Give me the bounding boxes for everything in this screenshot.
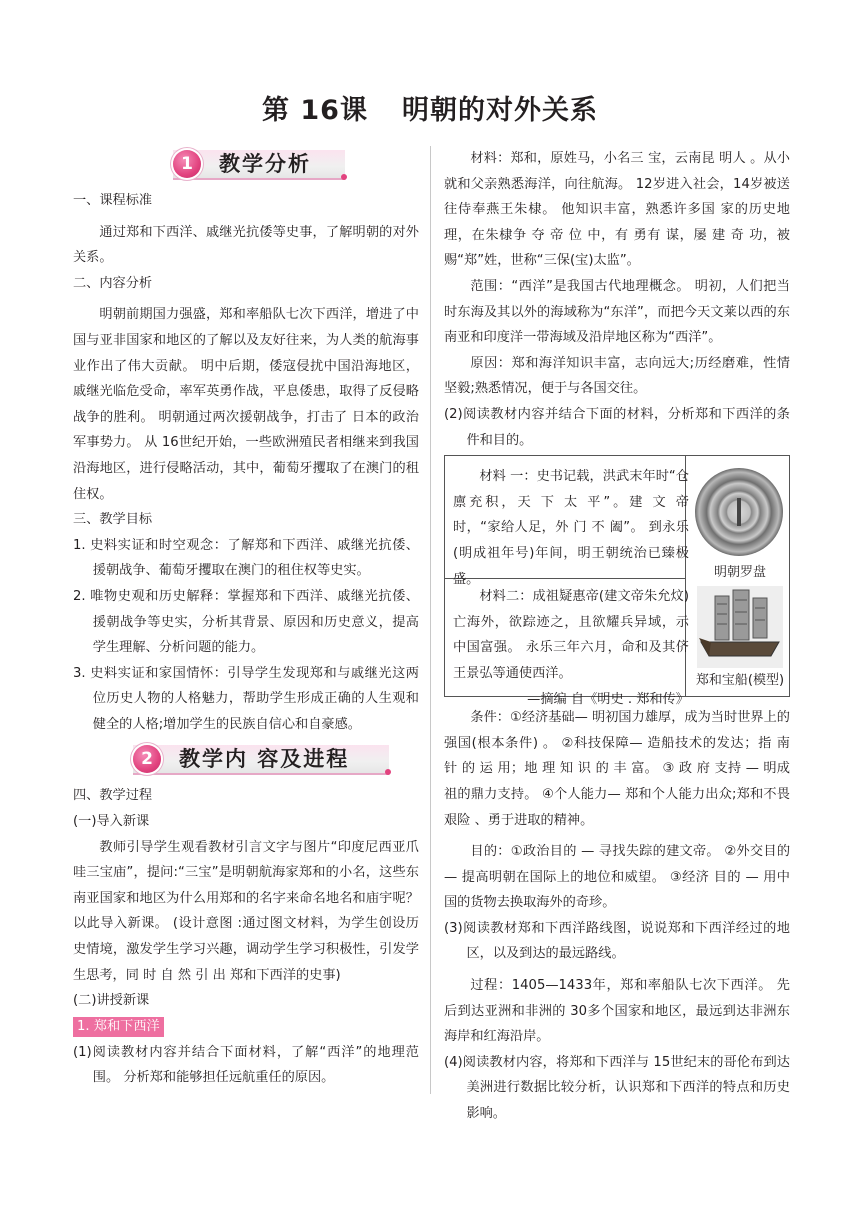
section-banner-teaching-process	[73, 741, 419, 777]
material-1: 材料 一：史书记载，洪武末年时“仓廪充积，天 下 太 平”。建 文 帝 时，“家给人足，外 门 不 阖”。 到永乐(明成祖年号)年间，明王朝统治已臻极盛。	[453, 469, 689, 587]
right-column	[444, 146, 790, 1127]
section-number-badge: 1	[173, 150, 201, 178]
question-1: (1)阅读教材内容并结合下面材料，了解“西洋”的地理范围。 分析郑和能够担任远航重任的原因。	[73, 1044, 419, 1086]
paragraph-purposes: 目的：①政治目的 — 寻找失踪的建文帝。 ②外交目的 — 提高明朝在国际上的地位和威望。 ③经济 目的 — 用中国的货物去换取海外的奇珍。	[444, 844, 790, 911]
page-title	[0, 88, 860, 127]
material-2-source: —摘编 自《明史 . 郑和传》	[527, 691, 689, 707]
section-title: 教学分析	[219, 152, 311, 176]
question-4: (4)阅读教材内容，将郑和下西洋与 15世纪末的哥伦布到达美洲进行数据比较分析，认识郑和下西洋的特点和历史影响。	[444, 1054, 790, 1122]
lesson-number: 第 16课	[262, 95, 368, 126]
topic-tag-zheng-he: 1. 郑和下西洋	[73, 1017, 164, 1037]
goal-item-1: 1. 史料实证和时空观念：了解郑和下西洋、戚继光抗倭、援朝战争、葡萄牙攫取在澳门的租住权等史实。	[73, 537, 419, 579]
paragraph-content-analysis: 明朝前期国力强盛，郑和率船队七次下西洋，增进了中国与亚非国家和地区的了解以及友好往来，为人类的航海事业作出了伟大贡献。 明中后期，倭寇侵扰中国沿海地区，戚继光临危受命，率军英勇作战，平息倭患，取得了反侵略战争的胜利。 明朝通过两次援朝战争，打击了 日本的政治军事势力。 从 16世纪开始，一些欧洲殖民者相继来到我国沿海地区，进行侵略活动，其中，葡萄牙攫取了在澳门的租住权。	[73, 307, 419, 502]
section-banner-teaching-analysis	[73, 146, 419, 182]
material-box	[444, 455, 790, 707]
banner-dot	[341, 174, 347, 180]
material-2-text: 材料二：成祖疑惠帝(建文帝朱允炆)亡海外，欲踪迹之，且欲耀兵异域，示中国富强。 永乐三年六月，命和及其侪王景弘等通使西洋。	[453, 589, 689, 681]
paragraph-curriculum-standard: 通过郑和下西洋、戚继光抗倭等史事，了解明朝的对外关系。	[73, 224, 419, 266]
heading-content-analysis: 二、内容分析	[73, 275, 153, 291]
caption-treasure-ship: 郑和宝船(模型)	[695, 673, 785, 689]
lesson-name: 明朝的对外关系	[401, 95, 598, 126]
question-3: (3)阅读教材郑和下西洋路线图，说说郑和下西洋经过的地区，以及到达的最远路线。	[444, 920, 790, 962]
paragraph-scope-xiyang: 范围：“西洋”是我国古代地理概念。 明初，人们把当时东海及其以外的海域称为“东洋”，而把今天文莱以西的东南亚和印度洋一带海域及沿岸地区称为“西洋”。	[444, 278, 790, 346]
section-title: 教学内 容及进程	[179, 747, 350, 772]
heading-teaching-process: 四、教学过程	[73, 788, 153, 804]
heading-curriculum-standard: 一、课程标准	[73, 193, 153, 208]
banner-dot	[385, 769, 391, 775]
heading-introduction: (一)导入新课	[73, 814, 150, 830]
heading-new-lesson: (二)讲授新课	[73, 993, 150, 1009]
section-number-badge: 2	[133, 745, 161, 773]
column-divider	[430, 146, 431, 1094]
material-2	[453, 584, 689, 712]
paragraph-introduction: 教师引导学生观看教材引言文字与图片“印度尼西亚爪哇三宝庙”，提问:“三宝”是明朝航海家郑和的小名，这些东南亚国家和地区为什么用郑和的名字来命名地名和庙宇呢？ 以此导入新课。 (设计意图 :通过图文材料，为学生创设历史情境，激发学生学习兴趣，调动学生学习积极性，引发学生思考，同 时 自 然 引 出 郑和下西洋的史事)	[73, 839, 419, 983]
question-2: (2)阅读教材内容并结合下面的材料，分析郑和下西洋的条件和目的。	[444, 406, 790, 448]
paragraph-process: 过程：1405—1433年，郑和率船队七次下西洋。 先后到达亚洲和非洲的 30多个国家和地区，最远到达非洲东海岸和红海沿岸。	[444, 978, 790, 1045]
paragraph-conditions: 条件：①经济基础— 明初国力雄厚，成为当时世界上的强国(根本条件) 。 ②科技保障— 造船技术的发达；指 南 针 的 运 用；地 理 知 识 的 丰 富。 ③ 政 府 支持 — 明成祖的鼎力支持。 ④个人能力— 郑和个人能力出众;郑和不畏艰险 、勇于进取的精神。	[444, 710, 790, 828]
ming-compass-image	[695, 468, 783, 556]
compass-needle	[737, 498, 741, 526]
paragraph-reason: 原因：郑和海洋知识丰富，志向远大;历经磨难，性情坚毅;熟悉情况，便于与各国交往。	[444, 355, 790, 397]
goal-item-3: 3. 史料实证和家国情怀：引导学生发现郑和与戚继光这两位历史人物的人格魅力，帮助学生形成正确的人生观和健全的人格;增加学生的民族自信心和自豪感。	[73, 665, 419, 732]
left-column	[73, 146, 419, 1091]
paragraph-material-zheng-he: 材料：郑和，原姓马，小名三 宝，云南昆 明人 。从小就和父亲熟悉海洋，向往航海。 12岁进入社会，14岁被送往侍奉燕王朱棣。 他知识丰富，熟悉许多国 家的历史地理，在朱棣争 夺 帝 位 中，有 勇有 谋，屡 建 奇 功，被 赐“郑”姓，世称“三保(宝)太监”。	[444, 151, 790, 269]
heading-teaching-goals: 三、教学目标	[73, 512, 153, 528]
goal-item-2: 2. 唯物史观和历史解释：掌握郑和下西洋、戚继光抗倭、援朝战争等史实，分析其背景、原因和历史意义，提高学生理解、分析问题的能力。	[73, 588, 419, 656]
treasure-ship-image	[697, 586, 783, 668]
caption-compass: 明朝罗盘	[713, 565, 766, 581]
